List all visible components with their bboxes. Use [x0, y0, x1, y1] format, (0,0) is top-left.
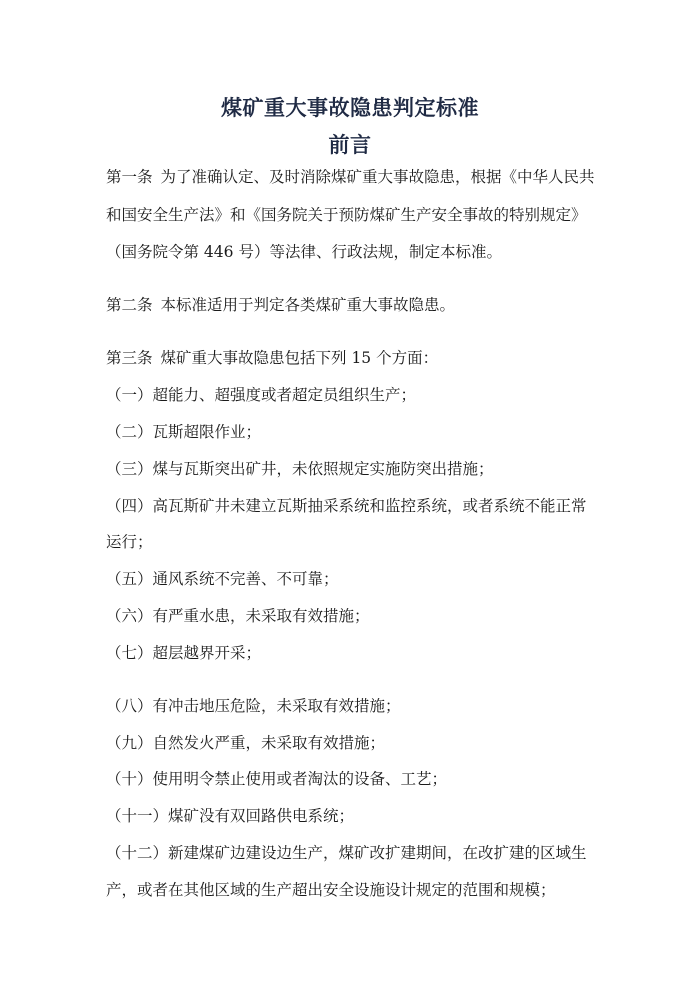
article-3-label: 第三条: [106, 349, 153, 367]
list-item: （十二）新建煤矿边建设边生产，煤矿改扩建期间，在改扩建的区域生: [106, 844, 587, 862]
list-item: （十）使用明令禁止使用或者淘汰的设备、工艺；: [106, 770, 448, 788]
list-item: （七）超层越界开采；: [106, 644, 262, 662]
article-1-label: 第一条: [106, 168, 153, 186]
article-3-line: [106, 348, 438, 368]
list-item: （六）有严重水患，未采取有效措施；: [106, 607, 370, 625]
article-1-line-1: [106, 167, 595, 187]
article-1-line-3: （国务院令第 446 号）等法律、行政法规，制定本标准。: [106, 243, 502, 261]
list-item: （二）瓦斯超限作业；: [106, 423, 262, 441]
list-item: （九）自然发火严重，未采取有效措施；: [106, 734, 386, 752]
article-1-text-line-1: 为了准确认定、及时消除煤矿重大事故隐患，根据《中华人民共: [160, 168, 595, 186]
list-item-continuation: 产，或者在其他区域的生产超出安全设施设计规定的范围和规模；: [106, 881, 556, 899]
document-subtitle: 前言: [328, 133, 372, 157]
list-item: （三）煤与瓦斯突出矿井，未依照规定实施防突出措施；: [106, 460, 494, 478]
list-item: （八）有冲击地压危险，未采取有效措施；: [106, 697, 401, 715]
list-item: （十一）煤矿没有双回路供电系统；: [106, 807, 355, 825]
article-1-line-2: 和国安全生产法》和《国务院关于预防煤矿生产安全事故的特别规定》: [106, 206, 587, 224]
list-item: （五）通风系统不完善、不可靠；: [106, 570, 339, 588]
article-2-text: 本标准适用于判定各类煤矿重大事故隐患。: [160, 296, 456, 314]
list-item: （一）超能力、超强度或者超定员组织生产；: [106, 386, 417, 404]
list-item-continuation: 运行；: [106, 533, 153, 551]
article-2-line: [106, 295, 455, 315]
document-title: 煤矿重大事故隐患判定标准: [221, 96, 479, 120]
article-3-text: 煤矿重大事故隐患包括下列 15 个方面：: [160, 349, 439, 367]
article-2-label: 第二条: [106, 296, 153, 314]
list-item: （四）高瓦斯矿井未建立瓦斯抽采系统和监控系统，或者系统不能正常: [106, 497, 587, 515]
